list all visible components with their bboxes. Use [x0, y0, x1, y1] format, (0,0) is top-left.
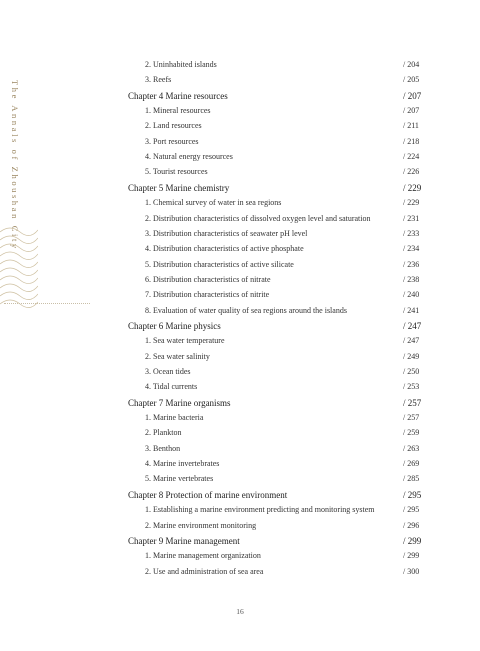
page-ref: / 224 [403, 152, 420, 161]
section-entry: 1. Sea water temperature [145, 336, 225, 345]
page-ref: / 259 [403, 428, 420, 437]
chapter-heading: Chapter 4 Marine resources [128, 91, 228, 101]
page-ref: / 241 [403, 306, 420, 315]
page-ref: / 299 [403, 551, 420, 560]
section-entry: 8. Evaluation of water quality of sea regions around the islands [145, 306, 347, 315]
section-entry: 6. Distribution characteristics of nitrate [145, 275, 271, 284]
page-ref: / 300 [403, 567, 420, 576]
page-ref: / 204 [403, 60, 420, 69]
section-entry: 3. Reefs [145, 75, 172, 84]
section-entry: 1. Marine management organization [145, 551, 261, 560]
page-ref: / 296 [403, 521, 420, 530]
section-entry: 2. Use and administration of sea area [145, 567, 264, 576]
section-entry: 3. Port resources [145, 137, 199, 146]
page-ref: / 247 [403, 336, 420, 345]
page-ref: / 218 [403, 137, 420, 146]
page-ref: / 238 [403, 275, 420, 284]
page-ref: / 211 [403, 121, 419, 130]
section-entry: 5. Marine vertebrates [145, 474, 214, 483]
page-ref: / 233 [403, 229, 420, 238]
page-ref: / 295 [403, 505, 420, 514]
page-ref: / 229 [403, 183, 422, 193]
chapter-heading: Chapter 7 Marine organisms [128, 398, 231, 408]
section-entry: 4. Marine invertebrates [145, 459, 220, 468]
section-entry: 1. Establishing a marine environment predicting and monitoring system [145, 505, 375, 514]
page-ref: / 249 [403, 352, 420, 361]
section-entry: 2. Plankton [145, 428, 182, 437]
section-entry: 2. Uninhabited islands [145, 60, 217, 69]
chapter-heading: Chapter 6 Marine physics [128, 321, 221, 331]
dotted-divider [4, 303, 90, 304]
page-ref: / 250 [403, 367, 420, 376]
page-ref: / 269 [403, 459, 420, 468]
page-number: 16 [236, 607, 244, 616]
page-ref: / 207 [403, 91, 422, 101]
page-ref: / 207 [403, 106, 420, 115]
section-entry: 5. Distribution characteristics of active silicate [145, 260, 294, 269]
page-ref: / 253 [403, 382, 420, 391]
section-entry: 1. Marine bacteria [145, 413, 204, 422]
running-side-title: The Annals of Zhoushan City [10, 80, 20, 251]
page-ref: / 205 [403, 75, 420, 84]
page-ref: / 240 [403, 290, 420, 299]
section-entry: 1. Chemical survey of water in sea regions [145, 198, 282, 207]
page-ref: / 234 [403, 244, 420, 253]
page-ref: / 229 [403, 198, 420, 207]
section-entry: 5. Tourist resources [145, 167, 208, 176]
section-entry: 1. Mineral resources [145, 106, 211, 115]
section-entry: 2. Distribution characteristics of dissolved oxygen level and saturation [145, 214, 371, 223]
chapter-heading: Chapter 8 Protection of marine environment [128, 490, 288, 500]
section-entry: 4. Distribution characteristics of active phosphate [145, 244, 304, 253]
section-entry: 4. Natural energy resources [145, 152, 233, 161]
section-entry: 7. Distribution characteristics of nitrite [145, 290, 270, 299]
page-ref: / 231 [403, 214, 420, 223]
chapter-heading: Chapter 9 Marine management [128, 536, 240, 546]
page-ref: / 299 [403, 536, 422, 546]
page-ref: / 226 [403, 167, 420, 176]
wave-ornament [0, 222, 38, 314]
page-ref: / 295 [403, 490, 422, 500]
page-ref: / 257 [403, 398, 422, 408]
page-ref: / 236 [403, 260, 420, 269]
page-ref: / 263 [403, 444, 420, 453]
section-entry: 3. Distribution characteristics of seawater pH level [145, 229, 308, 238]
page-ref: / 285 [403, 474, 420, 483]
page-ref: / 257 [403, 413, 420, 422]
page-ref: / 247 [403, 321, 422, 331]
section-entry: 2. Marine environment monitoring [145, 521, 257, 530]
section-entry: 4. Tidal currents [145, 382, 198, 391]
section-entry: 3. Benthon [145, 444, 181, 453]
section-entry: 3. Ocean tides [145, 367, 191, 376]
section-entry: 2. Land resources [145, 121, 202, 130]
section-entry: 2. Sea water salinity [145, 352, 210, 361]
chapter-heading: Chapter 5 Marine chemistry [128, 183, 230, 193]
